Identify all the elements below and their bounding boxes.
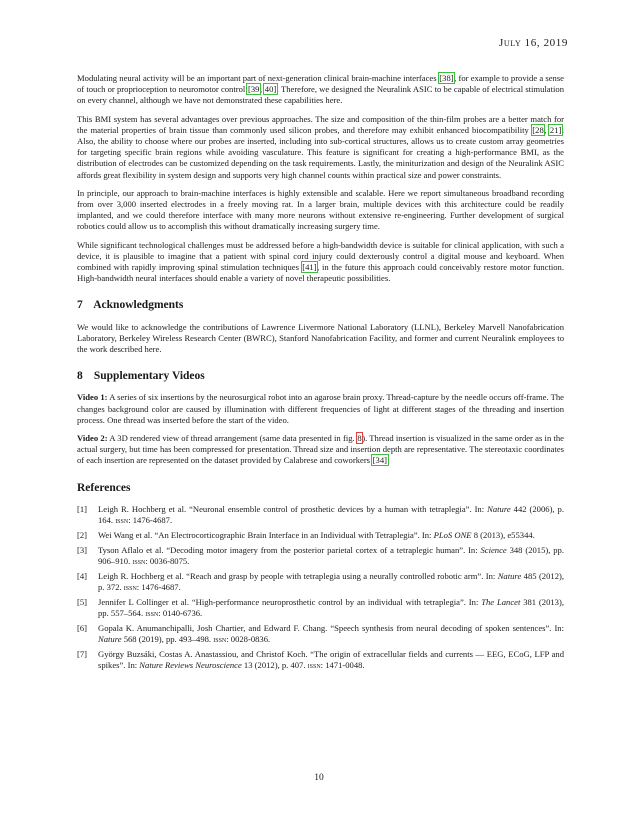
section-heading-videos <box>77 371 564 382</box>
text-run: : 1476-4687. <box>128 514 173 525</box>
body-text <box>77 73 564 675</box>
issn-label: issn <box>115 515 129 525</box>
text-run: 442 (2006), p. 164. <box>98 503 565 525</box>
reference-number: [6] <box>77 622 88 633</box>
paragraph-video-2 <box>77 433 564 467</box>
text-run: 381 (2013), pp. 557–564. <box>98 596 564 618</box>
journal-name: Nature <box>487 503 511 514</box>
page-number: 10 <box>314 773 324 783</box>
reference-item <box>77 597 564 619</box>
journal-name: Nature <box>497 570 522 581</box>
paragraph-challenges <box>77 240 564 285</box>
citation-link[interactable]: [41] <box>302 262 317 273</box>
reference-item <box>77 649 564 671</box>
text-run: Tyson Aflalo et al. “Decoding motor imagery from the posterior parietal cortex of a tetraplegic human”. In: <box>98 544 481 555</box>
text-run: . Also, the ability to choose where our probes are inserted, including into sub-cortical structures, allows us to create custom array geometries for targeting specific brain regions while avoiding vasculature. This feature is significant for creating a high-performance BMI, as the distribution of electrodes can be customized depending on the task requirements. Lastly, the miniturization and design of the Neuralink ASIC affords great flexibility in system design and supports very high channel counts within practical size and power constraints. <box>77 124 565 180</box>
reference-item <box>77 545 564 567</box>
text-run: 348 (2015), pp. 906–910. <box>98 544 564 566</box>
text-run: 13 (2012), p. 407. <box>241 659 308 670</box>
text-run: , <box>544 124 550 135</box>
text-run: Leigh R. Hochberg et al. “Neuronal ensemble control of prosthetic devices by a human with tetraplegia”. In: <box>98 503 488 514</box>
journal-name: Nature Reviews Neuroscience <box>139 659 242 670</box>
paragraph-stimulation <box>77 73 564 107</box>
journal-name: PLoS ONE <box>433 529 472 540</box>
text-run: Leigh R. Hochberg et al. “Reach and grasp by people with tetraplegia using a neurally controlled robotic arm”. In: <box>98 570 498 581</box>
issn-label: issn <box>213 634 227 644</box>
text-run: : 0036-8075. <box>145 555 190 566</box>
text-run: : 1476-4687. <box>136 581 181 592</box>
text-run: : 1471-0048. <box>320 659 365 670</box>
text-run: , in the future this approach could conceivably restore motor function. High-bandwidth neural interfaces should enable a variety of novel therapeutic possibilities. <box>77 262 564 284</box>
section-title: Supplementary Videos <box>93 370 205 383</box>
text-run: : 0028-0836. <box>226 633 271 644</box>
section-title: Acknowledgments <box>93 299 184 312</box>
citation-link[interactable]: 40] <box>264 84 277 95</box>
reference-number: [2] <box>77 529 88 540</box>
citation-link[interactable]: [39 <box>247 84 260 95</box>
text-run: Gopala K. Anumanchipalli, Josh Chartier, and Edward F. Chang. “Speech synthesis from neural decoding of spoken sentences”. In: <box>98 622 564 633</box>
text-run: A 3D rendered view of thread arrangement (same data presented in fig. <box>107 433 357 444</box>
paragraph-video-1 <box>77 392 564 426</box>
running-head-date: July 16, 2019 <box>499 37 568 49</box>
issn-label: issn <box>307 660 321 670</box>
text-run: , for example to provide a sense of touch or proprioception to neuromotor control <box>77 73 564 95</box>
reference-item <box>77 623 564 645</box>
section-heading-references: References <box>77 481 131 494</box>
reference-list <box>77 504 564 671</box>
text-run: : 0140-6736. <box>158 607 203 618</box>
paragraph-scalability: In principle, our approach to brain-machine interfaces is highly extensible and scalable. Here we report simultaneous broadband recording from over 3,000 inserted electrodes in a freely moving rat. In a larger brain, multiple devices with this architecture could be readily implanted, and we could therefore interface with many more neurons without extensive re-engineering. Further development of surgical robotics could allow us to accomplish this without dramatically increasing surgery time. <box>77 187 564 232</box>
text-run: While significant technological challenges must be addressed before a high-bandwidth device is suitable for clinical application, with such a device, it is plausible to imagine that a patient with spinal cord injury could dexterously control a digital mouse and keyboard. When combined with rapidly improving spinal stimulation techniques <box>77 239 564 273</box>
paragraph-advantages <box>77 114 564 181</box>
reference-number: [4] <box>77 570 88 581</box>
journal-name: Science <box>480 544 507 555</box>
issn-label: issn <box>145 608 159 618</box>
reference-number: [7] <box>77 648 88 659</box>
reference-item <box>77 504 564 526</box>
reference-number: [5] <box>77 596 88 607</box>
citation-link[interactable]: [28 <box>532 124 544 135</box>
section-number: 7 <box>77 299 83 312</box>
journal-name: Nature <box>98 633 122 644</box>
text-run: 8 (2013), e55344. <box>471 529 535 540</box>
text-run: A series of six insertions by the neurosurgical robot into an agarose brain proxy. Thread-capture by the needle occurs off-frame. The changes background color are caused by illumination with different frequencies of light at different stages of the threading and insertion process. One thread was inserted before the start of the video. <box>77 392 564 425</box>
text-run: Wei Wang et al. “An Electrocorticographic Brain Interface in an Individual with Tetraplegia”. In: <box>98 529 434 540</box>
reference-number: [3] <box>77 544 88 555</box>
citation-link[interactable]: [38] <box>439 73 454 83</box>
reference-item <box>77 571 564 593</box>
figure-link[interactable]: 8 <box>357 433 362 444</box>
issn-label: issn <box>123 582 137 592</box>
text-run: ). Thread insertion is visualized in the same order as in the actual surgery, but time has been compressed for presentation. Thread size and insertion depth are representative. The stereotaxic coordinates of each insertion are represented on the dataset provided by Calabrese and coworkers <box>77 433 564 466</box>
paragraph-acknowledgments: We would like to acknowledge the contributions of Lawrence Livermore National Laboratory (LLNL), Berkeley Marvell Nanofabrication Laboratory, Berkeley Wireless Research Center (BWRC), Stanford Nanofabrication Facility, and former and current Neuralink employees to the work described here. <box>77 321 564 355</box>
citation-link[interactable]: 21] <box>549 124 562 135</box>
text-run: 568 (2019), pp. 493–498. <box>121 633 214 644</box>
video-label: Video 1: <box>77 392 108 403</box>
section-number: 8 <box>77 370 83 383</box>
text-run: , <box>259 84 265 95</box>
reference-number: [1] <box>77 503 88 514</box>
text-run: . Therefore, we designed the Neuralink ASIC to be capable of electrical stimulation on every channel, although we have not demonstrated these capabilities here. <box>77 84 564 106</box>
text-run: 485 (2012), p. 372. <box>98 570 565 592</box>
text-run: . <box>387 455 390 466</box>
video-label: Video 2: <box>77 433 108 444</box>
text-run: György Buzsáki, Costas A. Anastassiou, and Christof Koch. “The origin of extracellular fields and currents — EEG, ECoG, LFP and spikes”. In: <box>98 648 564 670</box>
section-heading-acknowledgments <box>77 300 564 311</box>
reference-item <box>77 530 564 541</box>
text-run: Modulating neural activity will be an important part of next-generation clinical brain-machine interfaces <box>77 73 439 83</box>
text-run: Jennifer L Collinger et al. “High-performance neuroprosthetic control by an individual with tetraplegia”. In: <box>98 596 482 607</box>
issn-label: issn <box>132 556 146 566</box>
text-run: This BMI system has several advantages over previous approaches. The size and composition of the thin-film probes are a better match for the material properties of brain tissue than commonly used silicon probes, and therefore may exhibit enhanced biocompatibility <box>77 113 564 135</box>
journal-name: The Lancet <box>481 596 521 607</box>
citation-link[interactable]: [34] <box>372 455 387 466</box>
